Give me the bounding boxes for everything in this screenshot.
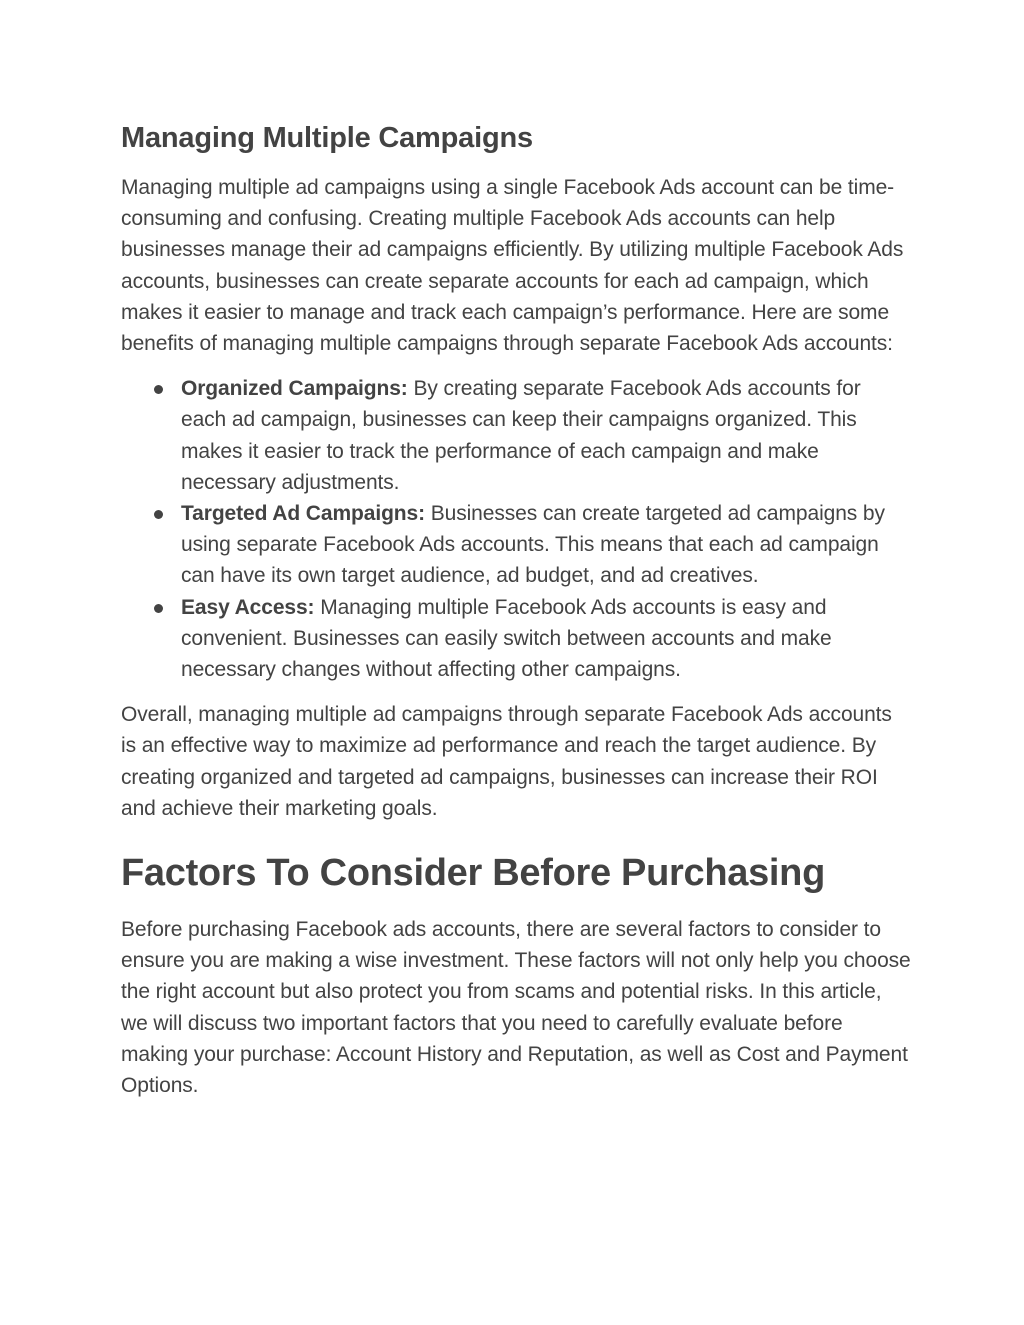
list-item-lead: Organized Campaigns: [181, 377, 408, 401]
intro-paragraph: Managing multiple ad campaigns using a single Facebook Ads account can be time-consuming and confusing. Creating multiple Facebook Ads accounts can help businesses manage their ad campaigns efficiently. By utilizing multiple Facebook Ads accounts, businesses can create separate accounts for each ad campaign, which makes it easier to manage and track each campaign’s performance. Here are some benefits of managing multiple campaigns through separate Facebook Ads accounts: [121, 176, 904, 356]
list-item-text: Businesses can create targeted ad campaigns by using separate Facebook Ads accounts. This means that each ad campaign can have its own target audience, ad budget, and ad creatives. [181, 502, 885, 588]
bullet-icon [154, 510, 163, 519]
list-item-targeted-campaigns [121, 498, 911, 592]
list-item-text: By creating separate Facebook Ads accounts for each ad campaign, businesses can keep their campaigns organized. This makes it easier to track the performance of each campaign and make necessary adjustments. [181, 377, 861, 494]
list-item-lead: Easy Access: [181, 595, 315, 619]
bullet-icon [154, 604, 163, 613]
section-heading-managing-campaigns: Managing Multiple Campaigns [121, 122, 533, 154]
benefits-list [121, 373, 911, 685]
document-page [121, 118, 911, 1101]
section-heading-factors: Factors To Consider Before Purchasing [121, 852, 825, 895]
list-item-organized-campaigns [121, 373, 911, 498]
factors-intro-paragraph: Before purchasing Facebook ads accounts, there are several factors to consider to ensure you are making a wise investment. These factors will not only help you choose the right account but also protect you from scams and potential risks. In this article, we will discuss two important factors that you need to carefully evaluate before making your purchase: Account History and Reputation, as well as Cost and Payment Options. [121, 918, 911, 1098]
list-item-easy-access [121, 592, 911, 686]
conclusion-paragraph: Overall, managing multiple ad campaigns through separate Facebook Ads accounts is an effective way to maximize ad performance and reach the target audience. By creating organized and targeted ad campaigns, businesses can increase their ROI and achieve their marketing goals. [121, 703, 892, 820]
list-item-lead: Targeted Ad Campaigns: [181, 502, 425, 526]
list-item-text: Managing multiple Facebook Ads accounts is easy and convenient. Businesses can easily switch between accounts and make necessary changes without affecting other campaigns. [181, 595, 832, 682]
bullet-icon [154, 385, 163, 394]
